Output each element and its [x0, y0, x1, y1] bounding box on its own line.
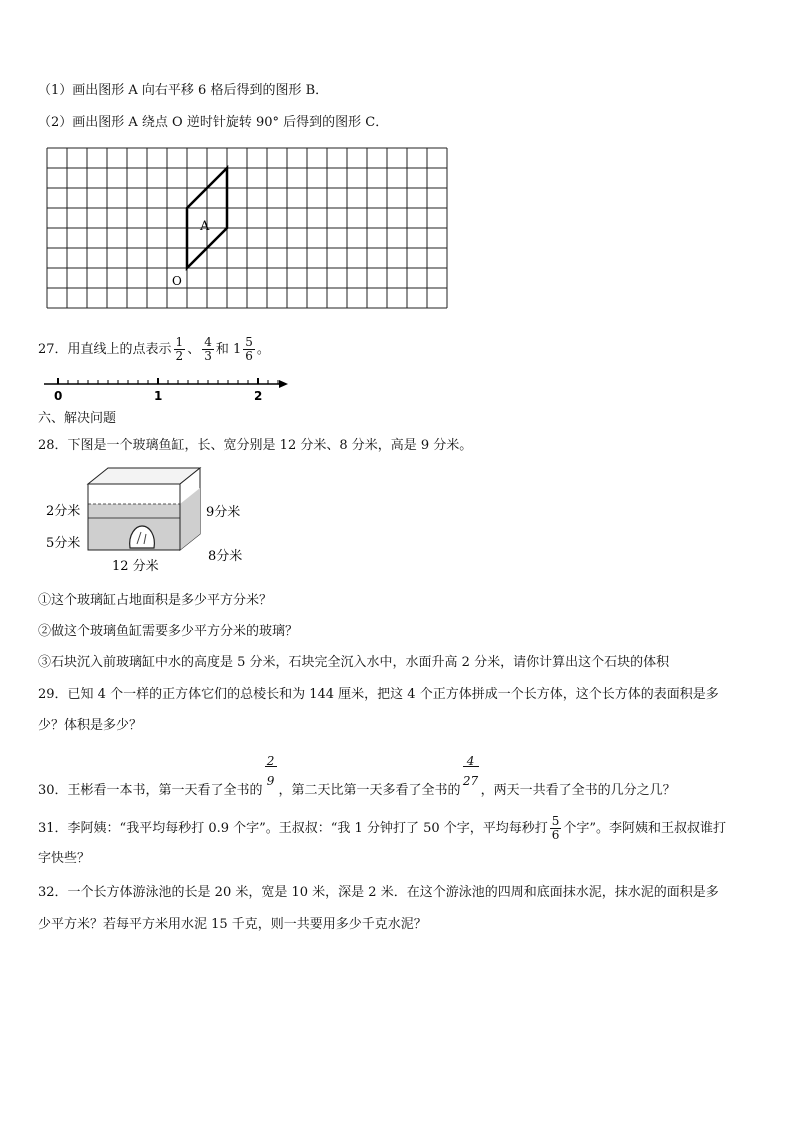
q31-text	[38, 815, 726, 842]
number-line-ticks	[58, 378, 278, 384]
q27-text	[38, 336, 270, 363]
fraction-4-3	[202, 336, 214, 363]
q31-a: 31．李阿姨：“我平均每秒打 0.9 个字”。王叔叔：“我 1 分钟打了 50 个字，平均每秒打	[38, 821, 548, 836]
fraction-2-9	[263, 754, 279, 794]
number-line-arrow	[279, 380, 288, 388]
label-12dm: 12 分米	[112, 559, 159, 574]
q27-and: 和 1	[215, 342, 242, 357]
label-2dm: 2分米	[46, 504, 81, 519]
label-o: O	[172, 274, 182, 288]
numerator: 4	[204, 335, 212, 349]
q28-sub1: ①这个玻璃缸占地面积是多少平方分米？	[38, 593, 273, 608]
numerator: 1	[175, 335, 184, 349]
fraction-5-6b	[550, 815, 562, 842]
q29-line2: 少？体积是多少？	[38, 718, 143, 733]
axis-label-2: 2	[254, 389, 263, 403]
numerator: 2	[266, 754, 275, 768]
denominator: 2	[175, 349, 184, 363]
denominator: 27	[462, 774, 479, 788]
number-line	[40, 374, 300, 404]
numerator: 5	[551, 814, 560, 828]
fraction-5-6	[243, 336, 255, 363]
denominator: 6	[245, 349, 253, 363]
q27-sep: 、	[187, 342, 201, 357]
q27-prefix: 27．用直线上的点表示	[38, 342, 172, 357]
q30-c: ，两天一共看了全书的几分之几？	[480, 783, 676, 798]
q30-a: 30．王彬看一本书，第一天看了全书的	[38, 783, 263, 798]
denominator: 9	[266, 774, 275, 788]
label-8dm: 8分米	[208, 549, 243, 564]
q32-line1: 32．一个长方体游泳池的长是 20 米，宽是 10 米，深是 2 米．在这个游泳池的四周和底面抹水泥，抹水泥的面积是多	[38, 885, 719, 900]
fish-tank-figure	[40, 462, 260, 580]
q32-line2: 少平方米？若每平方米用水泥 15 千克，则一共要用多少千克水泥？	[38, 917, 427, 932]
fraction-1-2	[174, 336, 186, 363]
fraction-4-27	[461, 754, 481, 794]
numerator: 5	[245, 335, 253, 349]
q26-part1: （1）画出图形 A 向右平移 6 格后得到的图形 B．	[38, 83, 329, 98]
q31-b: 个字”。李阿姨和王叔叔谁打	[563, 821, 727, 836]
q27-end: 。	[256, 342, 270, 357]
numerator: 4	[466, 754, 475, 768]
q30-b: ，第二天比第一天多看了全书的	[278, 783, 461, 798]
denominator: 6	[551, 828, 560, 842]
q26-grid-figure	[40, 146, 450, 318]
section-title: 六、解决问题	[38, 411, 117, 426]
label-9dm: 9分米	[206, 505, 241, 520]
q28-sub3: ③石块沉入前玻璃缸中水的高度是 5 分米，石块完全沉入水中，水面升高 2 分米，请你计算出这个石块的体积	[38, 655, 670, 670]
denominator: 3	[204, 349, 212, 363]
q26-part2: （2）画出图形 A 绕点 O 逆时针旋转 90° 后得到的图形 C．	[38, 115, 389, 130]
q28-text: 28．下图是一个玻璃鱼缸，长、宽分别是 12 分米、8 分米，高是 9 分米。	[38, 438, 473, 453]
q29-line1: 29．已知 4 个一样的正方体它们的总棱长和为 144 厘米，把这 4 个正方体拼成一个长方体，这个长方体的表面积是多	[38, 687, 719, 702]
grid-lines	[47, 148, 447, 308]
label-5dm: 5分米	[46, 536, 81, 551]
axis-label-0: 0	[54, 389, 63, 403]
q31-line2: 字快些？	[38, 851, 91, 866]
q30-text	[38, 754, 676, 800]
axis-label-1: 1	[154, 389, 163, 403]
label-a: A	[200, 219, 210, 234]
q28-sub2: ②做这个玻璃鱼缸需要多少平方分米的玻璃？	[38, 624, 299, 639]
